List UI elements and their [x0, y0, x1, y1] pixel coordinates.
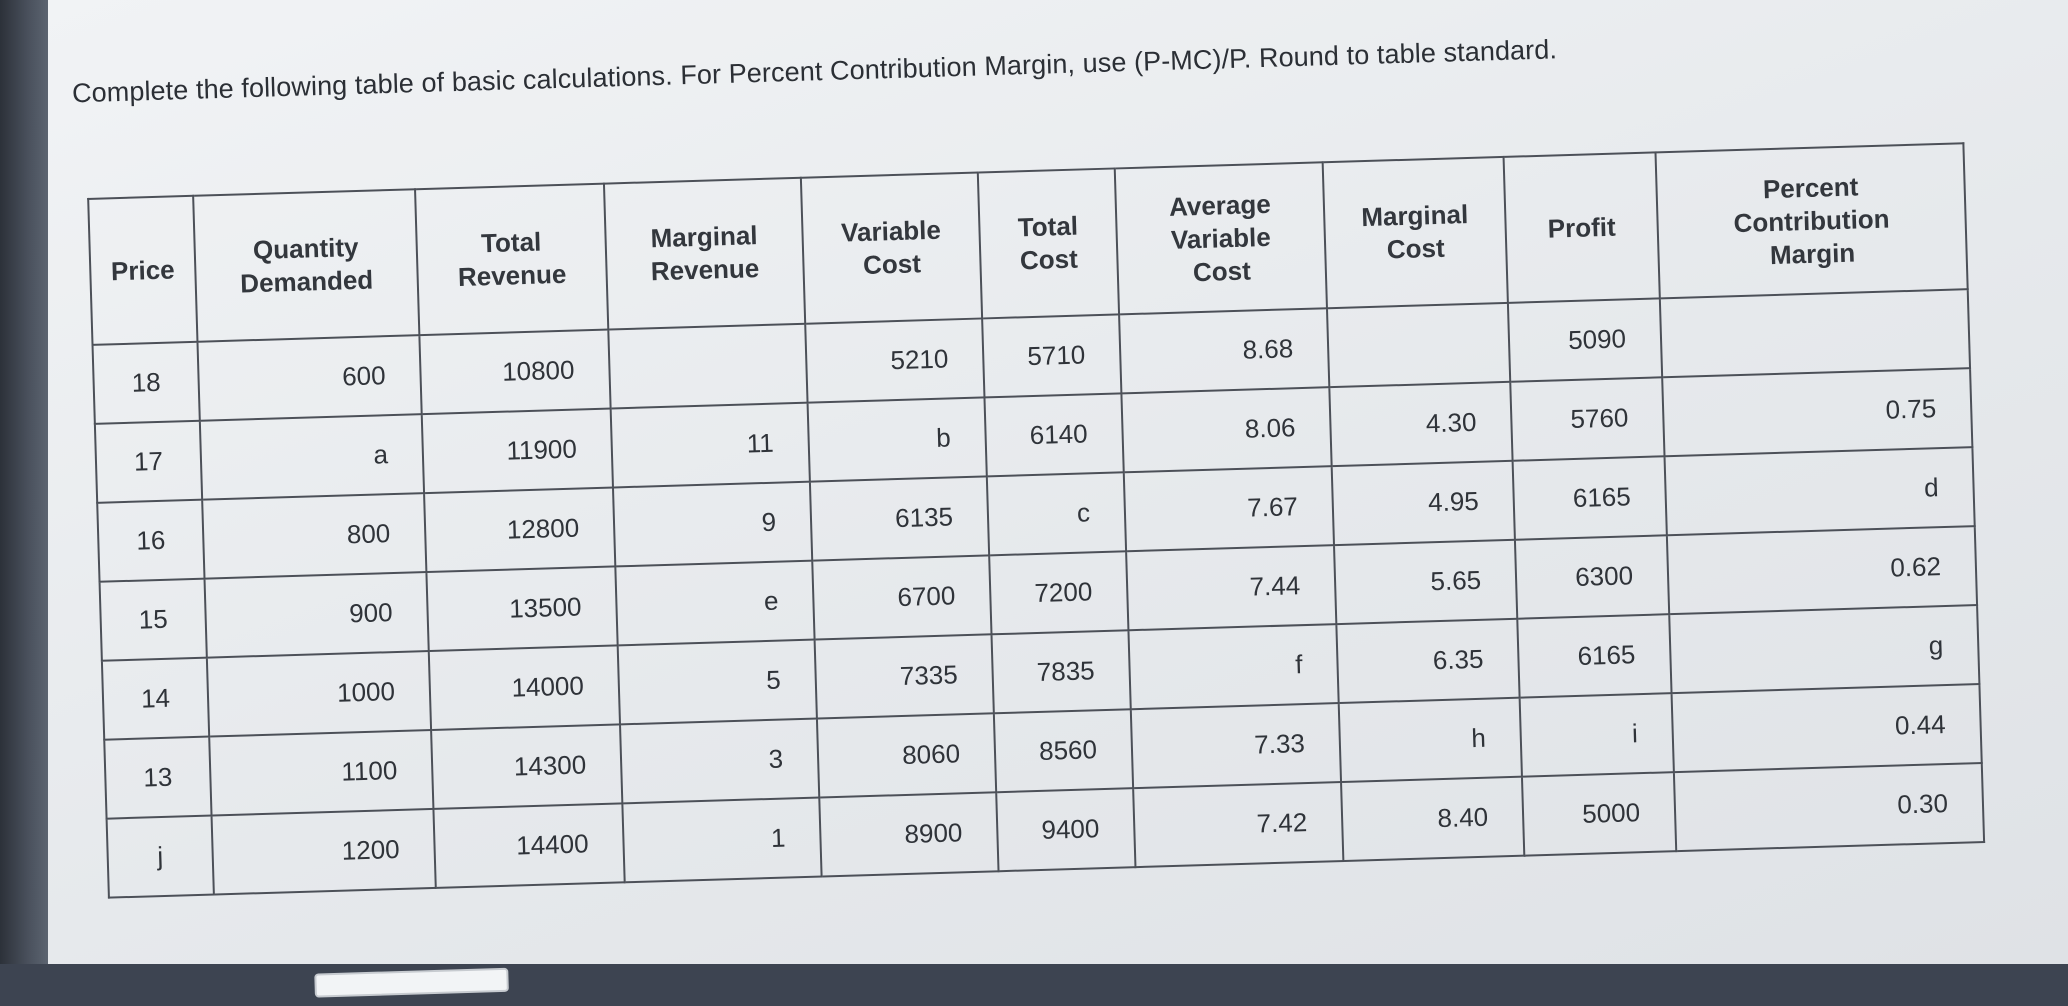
header-line: Price	[110, 253, 176, 286]
cell-total-cost: c	[987, 472, 1126, 555]
cell-profit: 5090	[1508, 298, 1662, 381]
cell-percent-contribution-margin: 0.75	[1662, 368, 1972, 456]
header-variable-cost	[801, 173, 982, 324]
header-line: Marginal	[650, 220, 758, 254]
cell-total-revenue: 14300	[431, 724, 622, 809]
cell-total-cost: 6140	[984, 393, 1123, 476]
cell-price: 18	[93, 342, 200, 424]
header-line: Variable	[1170, 221, 1272, 255]
header-price	[88, 196, 197, 345]
cell-variable-cost: 8060	[817, 713, 996, 797]
cell-marginal-revenue: 5	[618, 640, 817, 725]
calculation-table-container	[87, 142, 1983, 898]
cell-total-revenue: 12800	[424, 487, 615, 572]
cell-variable-cost: 6700	[812, 555, 991, 639]
cell-variable-cost: 6135	[810, 476, 989, 560]
cell-total-revenue: 14000	[429, 645, 620, 730]
header-line: Cost	[1386, 232, 1446, 265]
cell-profit: 5000	[1522, 772, 1676, 855]
header-total-cost	[978, 168, 1119, 318]
header-line: Total	[480, 226, 542, 259]
cell-average-variable-cost: 8.06	[1121, 387, 1331, 472]
header-profit	[1504, 152, 1660, 302]
header-line: Cost	[862, 248, 922, 280]
instruction-text: Complete the following table of basic calculations. For Percent Contribution Margin, use (P-MC)/P. Round to table standard.	[71, 34, 1558, 109]
cell-total-revenue: 13500	[426, 566, 617, 651]
cell-average-variable-cost: 7.44	[1126, 545, 1336, 630]
cell-quantity-demanded: 900	[205, 572, 429, 658]
cell-average-variable-cost: 7.33	[1131, 703, 1341, 788]
header-line: Revenue	[457, 258, 567, 292]
cell-percent-contribution-margin: 0.30	[1674, 763, 1984, 851]
cell-average-variable-cost: 8.68	[1119, 308, 1329, 393]
header-average-variable-cost	[1115, 162, 1327, 314]
header-line: Profit	[1547, 211, 1617, 244]
cell-total-revenue: 11900	[422, 409, 613, 494]
header-line: Revenue	[650, 253, 760, 287]
cell-price: 14	[102, 658, 209, 740]
header-marginal-revenue	[604, 178, 805, 330]
cell-profit: 6165	[1513, 456, 1667, 539]
header-line: Quantity	[252, 231, 359, 266]
cell-marginal-cost: 8.40	[1341, 777, 1524, 861]
cell-percent-contribution-margin: d	[1665, 447, 1975, 535]
cell-marginal-revenue: 9	[613, 482, 812, 567]
calculation-table	[87, 142, 1985, 898]
header-line: Demanded	[239, 264, 374, 299]
cell-percent-contribution-margin: g	[1669, 605, 1979, 693]
cell-price: 17	[95, 421, 202, 503]
cell-marginal-revenue: 1	[622, 798, 821, 883]
cell-marginal-revenue: e	[615, 561, 814, 646]
cell-marginal-cost: 4.95	[1332, 461, 1515, 545]
header-line: Variable	[840, 214, 942, 248]
header-line: Marginal	[1360, 199, 1469, 233]
cell-marginal-cost: 4.30	[1329, 382, 1512, 466]
cell-percent-contribution-margin	[1660, 289, 1970, 377]
cell-quantity-demanded: a	[200, 414, 424, 500]
cell-variable-cost: b	[808, 397, 987, 481]
cell-marginal-revenue	[608, 324, 807, 409]
cell-marginal-revenue: 3	[620, 719, 819, 804]
cell-total-cost: 5710	[982, 314, 1121, 397]
cell-quantity-demanded: 1000	[207, 651, 431, 737]
header-percent-contribution-margin	[1655, 143, 1967, 298]
cell-profit: 5760	[1510, 377, 1664, 460]
cell-variable-cost: 8900	[819, 792, 998, 876]
header-total-revenue	[415, 184, 608, 336]
header-line: Cost	[1019, 243, 1079, 276]
cell-percent-contribution-margin: 0.62	[1667, 526, 1977, 614]
cell-total-revenue: 14400	[433, 803, 624, 888]
header-line: Total	[1017, 210, 1079, 243]
cell-marginal-revenue: 11	[611, 403, 810, 488]
cell-total-cost: 8560	[994, 709, 1133, 792]
cell-profit: 6165	[1517, 614, 1671, 697]
cell-quantity-demanded: 600	[197, 335, 421, 421]
partial-button[interactable]	[314, 968, 509, 998]
cell-quantity-demanded: 1100	[209, 730, 433, 816]
cell-total-cost: 9400	[996, 788, 1135, 871]
cell-price: 15	[100, 579, 207, 661]
cell-profit: i	[1520, 693, 1674, 776]
cell-marginal-cost: 5.65	[1334, 540, 1517, 624]
cell-total-revenue: 10800	[419, 330, 610, 415]
cell-marginal-cost: h	[1339, 698, 1522, 782]
cell-average-variable-cost: 7.67	[1124, 466, 1334, 551]
cell-marginal-cost	[1327, 303, 1510, 387]
cell-quantity-demanded: 800	[202, 493, 426, 579]
header-line: Cost	[1192, 254, 1252, 287]
header-line: Margin	[1769, 237, 1856, 270]
header-quantity-demanded	[193, 189, 419, 342]
cell-average-variable-cost: f	[1128, 624, 1338, 709]
cell-price: 16	[97, 500, 204, 582]
cell-total-cost: 7835	[992, 630, 1131, 713]
cell-quantity-demanded: 1200	[212, 809, 436, 895]
cell-price: 13	[104, 737, 211, 819]
header-line: Average	[1168, 188, 1272, 222]
cell-variable-cost: 7335	[815, 634, 994, 718]
header-line: Percent	[1762, 170, 1859, 204]
header-marginal-cost	[1323, 157, 1508, 308]
cell-total-cost: 7200	[989, 551, 1128, 634]
header-line: Contribution	[1733, 203, 1890, 238]
cell-price: j	[107, 816, 214, 898]
cell-percent-contribution-margin: 0.44	[1672, 684, 1982, 772]
cell-average-variable-cost: 7.42	[1133, 782, 1343, 867]
cell-marginal-cost: 6.35	[1336, 619, 1519, 703]
cell-variable-cost: 5210	[805, 318, 984, 402]
cell-profit: 6300	[1515, 535, 1669, 618]
